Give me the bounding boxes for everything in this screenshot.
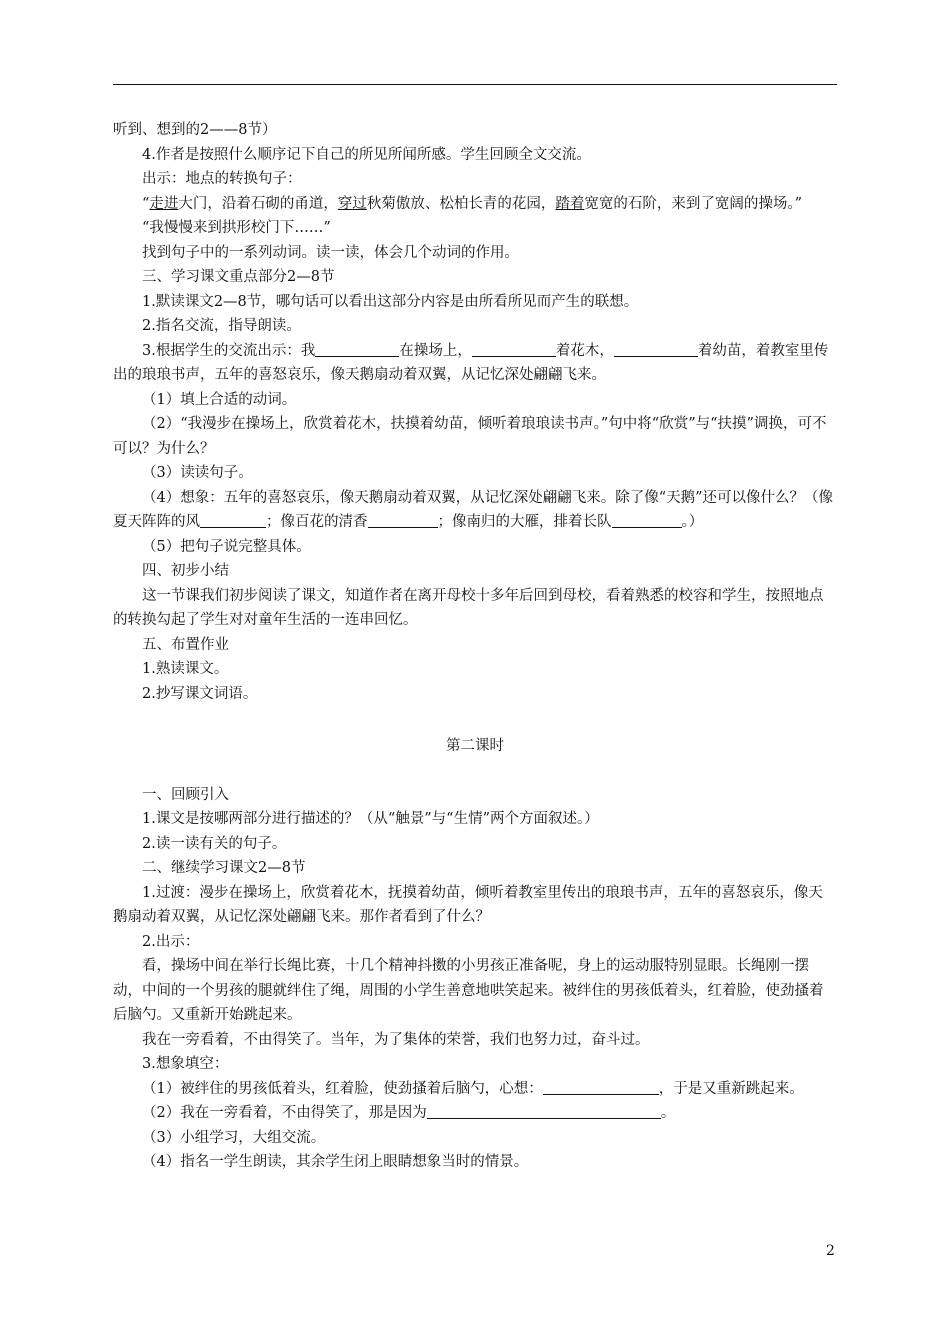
header-rule xyxy=(113,84,837,85)
blank-line xyxy=(368,512,438,528)
page-number: 2 xyxy=(826,1243,835,1259)
fill-in-sentence xyxy=(113,339,837,388)
lesson-title: 第二课时 xyxy=(446,738,504,754)
section-heading: 五、布置作业 xyxy=(142,636,229,653)
paragraph: 4.作者是按照什么顺序记下自己的所见所闻所感。学生回顾全文交流。 xyxy=(142,146,591,163)
text: 大门，沿着石砌的甬道， xyxy=(178,195,338,212)
paragraph: （3）读读句子。 xyxy=(142,465,253,481)
fill-in-sentence xyxy=(113,1101,837,1126)
text: 着花木， xyxy=(555,342,614,359)
blank-line xyxy=(200,512,266,528)
text: （4）想象：五年的喜怒哀乐，像天鹅扇动着双翼，从记忆深处翩翩飞来。除了像“天鹅”还可以像什么？（像夏天阵阵的风 xyxy=(113,489,834,530)
paragraph: （2）“我漫步在操场上，欣赏着花木，扶摸着幼苗，倾听着琅琅读书声。”句中将“欣赏”与“扶摸”调换，可不可以？为什么？ xyxy=(113,416,827,457)
underlined-verb: 踏着 xyxy=(555,195,585,212)
paragraph: 1.课文是按哪两部分进行描述的？（从“触景”与“生情”两个方面叙述。） xyxy=(142,811,599,827)
paragraph: 2.指名交流，指导朗读。 xyxy=(142,318,301,334)
text: ；像南归的大雁，排着长队 xyxy=(437,514,612,530)
section-heading: 三、学习课文重点部分2—8节 xyxy=(142,269,335,285)
paragraph: 2.抄写课文词语。 xyxy=(142,685,258,702)
paragraph: “我慢慢来到拱形校门下……” xyxy=(142,220,331,236)
paragraph: 3.想象填空： xyxy=(142,1056,229,1072)
paragraph: 2.出示： xyxy=(142,933,200,950)
paragraph: （3）小组学习，大组交流。 xyxy=(142,1129,326,1146)
paragraph: 这一节课我们初步阅读了课文，知道作者在离开母校十多年后回到母校，看着熟悉的校容和学生，按照地点的转换勾起了学生对对童年生活的一连串回忆。 xyxy=(113,587,824,628)
fill-in-sentence xyxy=(113,486,837,535)
text: 。 xyxy=(660,1105,676,1121)
paragraph: （5）把句子说完整具体。 xyxy=(142,538,311,555)
blank-line xyxy=(427,1103,661,1119)
blank-line xyxy=(612,512,682,528)
paragraph: 1.默读课文2—8节，哪句话可以看出这部分内容是由所看所见而产生的联想。 xyxy=(142,293,639,310)
fill-in-sentence xyxy=(113,1077,837,1102)
paragraph: 1.熟读课文。 xyxy=(142,661,229,677)
blank-line xyxy=(543,1079,659,1095)
text: 秋菊傲放、松柏长青的花园， xyxy=(366,195,556,212)
text: 在操场上， xyxy=(399,342,472,359)
paragraph: 听到、想到的2——8节） xyxy=(113,122,277,138)
text: 3.根据学生的交流出示：我 xyxy=(142,342,316,359)
text: 着幼苗，着教室里传出的琅琅书声，五年的喜怒哀乐，像天鹅扇动着双翼，从记忆深处翩翩飞来。 xyxy=(113,342,829,383)
blank-line xyxy=(315,341,399,357)
paragraph: （1）填上合适的动词。 xyxy=(142,391,297,408)
blank-line xyxy=(614,341,698,357)
text: （2）我在一旁看着，不由得笑了，那是因为 xyxy=(142,1105,427,1121)
paragraph: 找到句子中的一系列动词。读一读，体会几个动词的作用。 xyxy=(142,244,519,261)
paragraph: 出示：地点的转换句子： xyxy=(142,171,302,187)
document-body xyxy=(113,118,837,1175)
text: “ xyxy=(142,195,150,212)
paragraph: （4）指名一学生朗读，其余学生闭上眼睛想象当时的情景。 xyxy=(142,1154,529,1170)
section-heading: 一、回顾引入 xyxy=(142,786,229,803)
text: ；像百花的清香 xyxy=(266,514,368,530)
underlined-verb: 穿过 xyxy=(337,195,367,212)
section-heading: 四、初步小结 xyxy=(142,563,229,579)
quote-sentence xyxy=(113,192,837,217)
underlined-verb: 走进 xyxy=(149,195,179,212)
text: ，于是又重新跳起来。 xyxy=(658,1080,804,1097)
section-heading: 二、继续学习课文2—8节 xyxy=(142,860,306,876)
paragraph: 1.过渡：漫步在操场上，欣赏着花木，抚摸着幼苗，倾听着教室里传出的琅琅书声，五年的喜怒哀乐，像天鹅扇动着双翼，从记忆深处翩翩飞来。那作者看到了什么？ xyxy=(113,884,823,925)
text: 。） xyxy=(681,514,704,530)
paragraph: 我在一旁看着，不由得笑了。当年，为了集体的荣誉，我们也努力过，奋斗过。 xyxy=(142,1031,650,1048)
blank-line xyxy=(472,341,556,357)
text: （1）被绊住的男孩低着头，红着脸，使劲搔着后脑勺，心想： xyxy=(142,1080,543,1097)
paragraph: 看，操场中间在举行长绳比赛，十几个精神抖擞的小男孩正准备呢，身上的运动服特别显眼。长绳刚一摆动，中间的一个男孩的腿就绊住了绳，周围的小学生善意地哄笑起来。被绊住的男孩低着头，红着脸，使劲搔着后脑勺。又重新开始跳起来。 xyxy=(113,958,824,1023)
text: 宽宽的石阶，来到了宽阔的操场。” xyxy=(584,195,803,212)
paragraph: 2.读一读有关的句子。 xyxy=(142,835,287,852)
